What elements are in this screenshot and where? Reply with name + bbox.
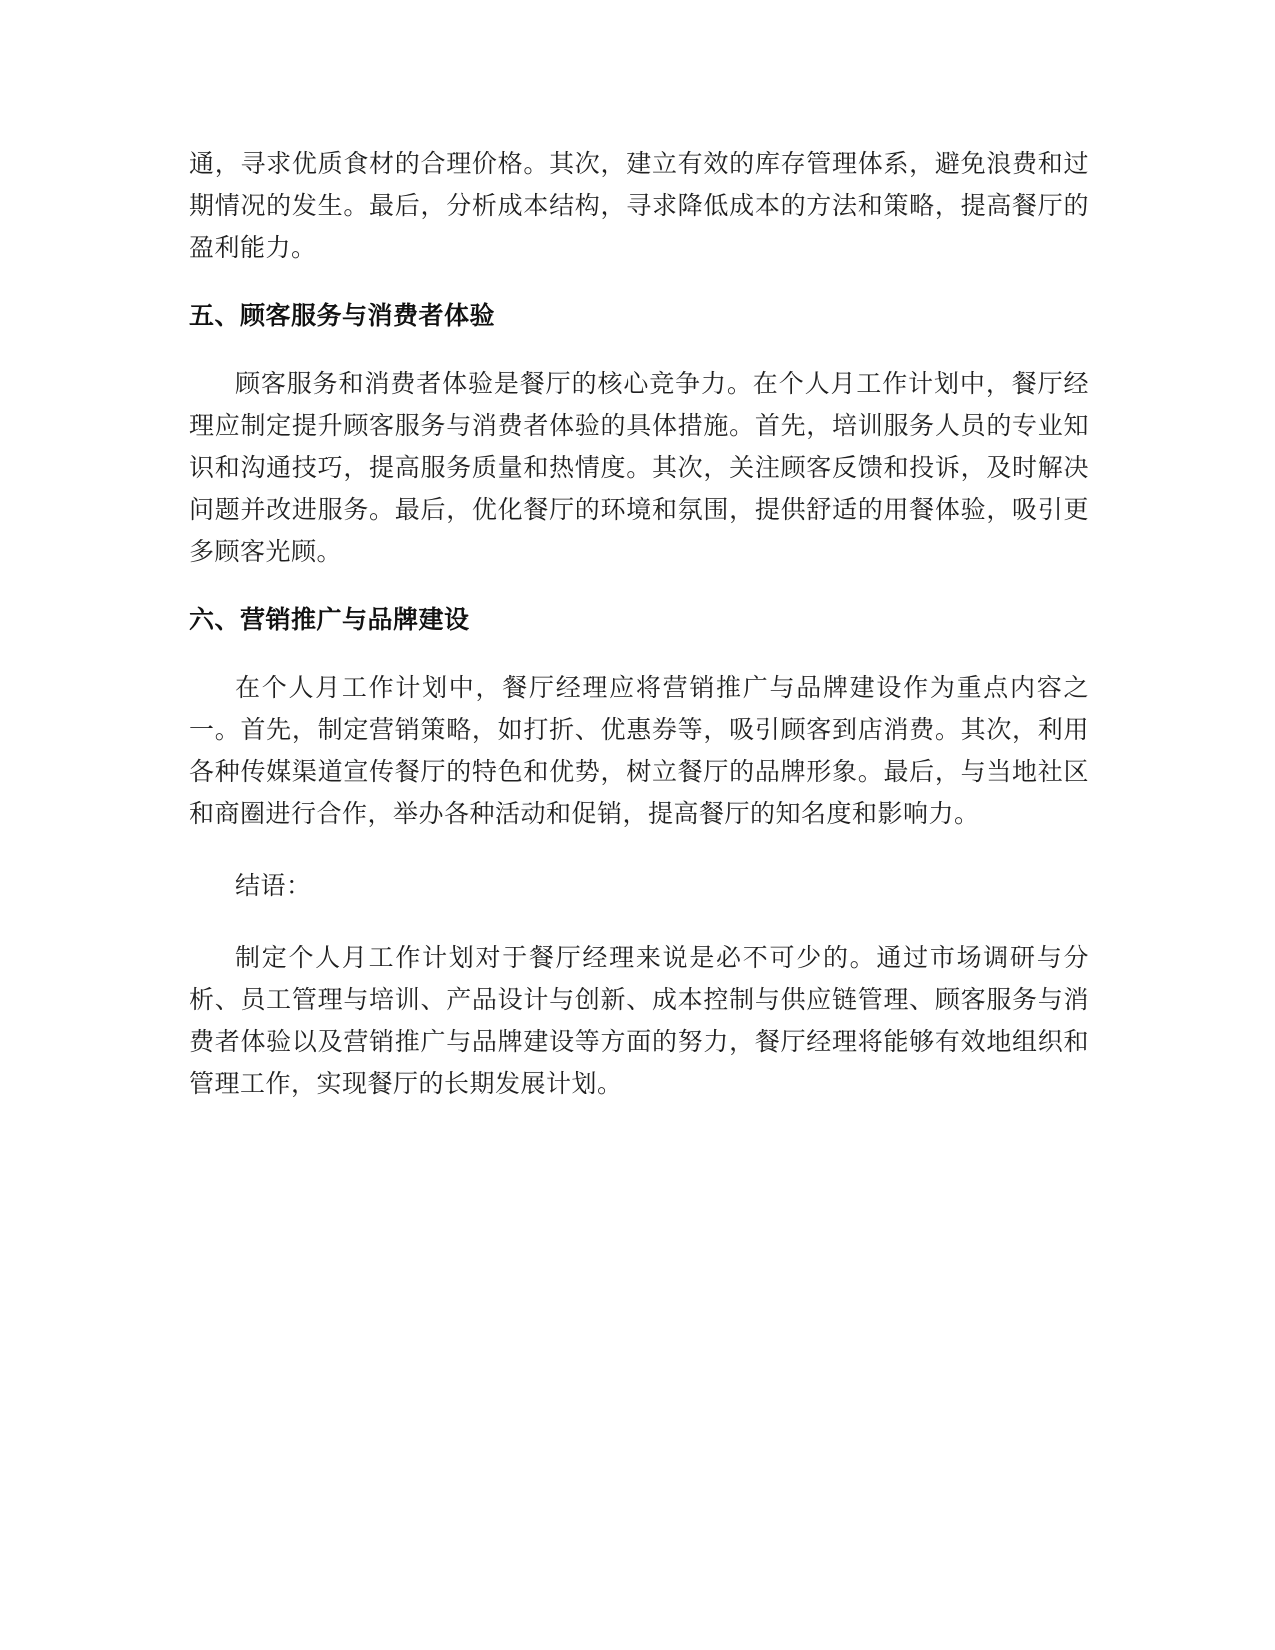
conclusion-paragraph: 制定个人月工作计划对于餐厅经理来说是必不可少的。通过市场调研与分析、员工管理与培训、产品设计与创新、成本控制与供应链管理、顾客服务与消费者体验以及营销推广与品牌建设等方面的努力，餐厅经理将能够有效地组织和管理工作，实现餐厅的长期发展计划。 bbox=[189, 943, 1089, 1098]
conclusion-label: 结语： bbox=[235, 871, 312, 900]
section-6-heading: 六、营销推广与品牌建设 bbox=[189, 605, 470, 634]
document-body bbox=[189, 143, 1089, 1105]
section-5-paragraph: 顾客服务和消费者体验是餐厅的核心竞争力。在个人月工作计划中，餐厅经理应制定提升顾客服务与消费者体验的具体措施。首先，培训服务人员的专业知识和沟通技巧，提高服务质量和热情度。其次，关注顾客反馈和投诉，及时解决问题并改进服务。最后，优化餐厅的环境和氛围，提供舒适的用餐体验，吸引更多顾客光顾。 bbox=[189, 369, 1089, 566]
section-5-heading: 五、顾客服务与消费者体验 bbox=[189, 301, 496, 330]
section-6-paragraph: 在个人月工作计划中，餐厅经理应将营销推广与品牌建设作为重点内容之一。首先，制定营销策略，如打折、优惠券等，吸引顾客到店消费。其次，利用各种传媒渠道宣传餐厅的特色和优势，树立餐厅的品牌形象。最后，与当地社区和商圈进行合作，举办各种活动和促销，提高餐厅的知名度和影响力。 bbox=[189, 673, 1089, 828]
continuation-paragraph: 通，寻求优质食材的合理价格。其次，建立有效的库存管理体系，避免浪费和过期情况的发生。最后，分析成本结构，寻求降低成本的方法和策略，提高餐厅的盈利能力。 bbox=[189, 149, 1089, 262]
